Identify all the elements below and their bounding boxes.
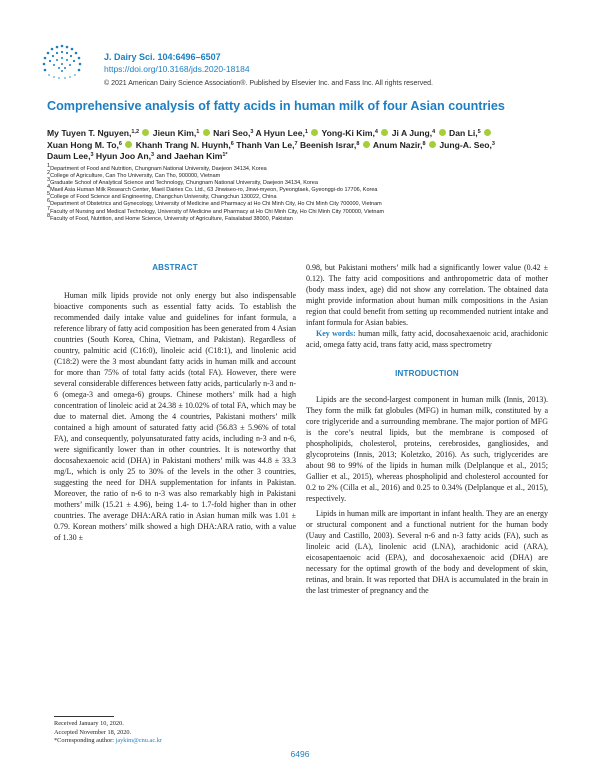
orcid-icon[interactable] (363, 141, 370, 148)
article-title: Comprehensive analysis of fatty acids in human milk of four Asian countries (47, 99, 505, 113)
footnote-divider (54, 716, 114, 717)
orcid-icon[interactable] (381, 129, 388, 136)
orcid-icon[interactable] (429, 141, 436, 148)
orcid-icon[interactable] (203, 129, 210, 136)
keywords-text: human milk, fatty acid, docosahexaenoic acid, arachidonic acid, omega fatty acid, trans fatty acid, mass spectrometry (306, 329, 549, 349)
author: Jieun Kim,$^1$ (152, 128, 200, 138)
author: Beenish Israr,$^8$ (299, 139, 360, 150)
affiliation: $^5$College of Food Science and Engineering, Changchun University, Changchun 130022, China (47, 191, 277, 201)
orcid-icon[interactable] (439, 129, 446, 136)
author: Anum Nazir,$^8$ (372, 139, 426, 150)
author: Nari Seo,$^3$ (213, 128, 254, 138)
page-number: 6496 (290, 749, 310, 759)
affiliation: $^6$Department of Obstetrics and Gynecology, University of Medicine and Pharmacy at Ho Chi Minh City, Ho Chi Minh City 700000, Vietnam (47, 198, 382, 208)
keywords-label: Key words: (316, 329, 356, 338)
author: Daum Lee,$^3$ (47, 151, 94, 162)
accepted-date: Accepted November 18, 2020. (54, 728, 132, 736)
orcid-icon[interactable] (125, 141, 132, 148)
author: Yong-Ki Kim,$^4$ (321, 128, 378, 138)
left-column (54, 262, 296, 543)
affiliation: $^1$Department of Food and Nutrition, Chungnam National University, Daejeon 34134, Korea (47, 163, 267, 172)
journal-citation: J. Dairy Sci. 104:6496–6507 (104, 52, 221, 62)
abstract-continued: 0.98, but Pakistani mothers’ milk had a significantly lower value (0.42 ± 0.12). The fatty acid compositions and anthropometric data of mother (body mass index, age) did not show any correlation. The obtained data might provide information about human milk compositions in the Asian region that could benefit from setting up recommended nutrient intake and infant formula for Asian babies. (306, 263, 548, 327)
intro-paragraph-2: Lipids in human milk are important in infant health. They are an energy or structural component and a functional nutrient for the human body (Uauy and Castillo, 2003). Several n-6 and n-3 fatty acids (FA), such as linoleic acid (LA), linolenic acid (LNA), arachidonic acid (ARA), eicosapentaenoic acid (EPA), and docosahexaenoic acid (DHA) are necessary for the optimal growth of the body and development of skin, retinas, and brain. It was reported that DHA is accumulated in the brain in the last trimester of pregnancy and the (306, 509, 548, 595)
author-list (47, 128, 567, 163)
author: Ji A Jung,$^4$ (391, 128, 436, 138)
affiliation: $^3$Graduate School of Analytical Science and Technology, Chungnam National University, Daejeon 34134, Korea (47, 177, 318, 187)
abstract-heading: ABSTRACT (152, 263, 198, 272)
author-email-link[interactable]: jaykim@cnu.ac.kr (115, 737, 162, 744)
received-date: Received January 10, 2020. (54, 720, 124, 727)
introduction-heading: INTRODUCTION (395, 369, 459, 378)
author: My Tuyen T. Nguyen,$^{1,2}$ (47, 128, 140, 138)
journal-logo-icon (36, 40, 88, 84)
doi-link[interactable]: https://doi.org/10.3168/jds.2020-18184 (104, 64, 250, 74)
affiliation: $^2$College of Agriculture, Can Tho University, Can Tho, 900000, Vietnam (47, 170, 221, 180)
orcid-icon[interactable] (142, 129, 149, 136)
copyright-line: © 2021 American Dairy Science Association®. Published by Elsevier Inc. and Fass Inc. All rights reserved. (104, 80, 433, 87)
author: Hyun Joo An,$^3$ (95, 151, 155, 162)
author: Dan Li,$^5$ (448, 128, 481, 138)
author: Xuan Hong M. To,$^6$ (47, 139, 122, 150)
intro-paragraph-1: Lipids are the second-largest component in human milk (Innis, 2013). They form the milk fat globules (MFG) in human milk, constituted by a core triglyceride and a surrounding membrane. The major portion of MFG is the core’s neutral lipids, but the membrane is composed of phospholipids, cholesterol, proteins, cerebrosides, gangliosides, and glycoproteins (Innis, 2013; Koletzko, 2016). As such, triglycerides are about 98 to 99% of the lipids in human milk (Delplanque et al., 2015; Gallier et al., 2015), whereas phospholipid and cholesterol accounted for 0.2 to 2% (Cilla et al., 2016) and 0.25 to 0.34% (Delplanque et al., 2015), respectively. (306, 395, 548, 503)
affiliation: $^8$Faculty of Food, Nutrition, and Home Science, University of Agriculture, Faisalabad 38000, Pakistan (47, 212, 293, 222)
abstract-body: Human milk lipids provide not only energy but also indispensable bioactive components such as essential fatty acids. To establish the recommended daily intake value and guidelines for infant formula, a reference library of fatty acid composition has been generated from 4 Asian countries (South Korea, China, Vietnam, and Pakistan). Regardless of country, palmitic acid (C16:0), linoleic acid (C18:1), and linolenic acid (C18:2) were the 3 most abundant fatty acids in human milk and account for more than 75% of total fatty acids (total FA). However, there were several considerable differences between fatty acids, particularly n-3 and n-6 (omega-3 and omega-6) groups. Chinese mothers’ milk had a high concentration of linoleic acid at 24.38 ± 10.02% of total FA, which may be due to maternal diet. Among the 4 countries, Pakistani mothers’ milk contained a high amount of saturated fatty acid (56.83 ± 5.96% of total FA), and consequently, polyunsaturated fatty acids, including n-3 and n-6, were significantly lower than in other countries. It is noteworthy that docosahexaenoic acid (DHA) in Pakistani mothers’ milk was 44.8 ± 33.3 mg/L, which is only 25 to 30% of the levels in the other 3 countries, suggesting the need for DHA supplementation for infants in Pakistan. Moreover, the ratio of n-6 to n-3 was also remarkably high in Pakistani mothers’ milk (15.21 ± 4.96), being 1.4- to 1.7-fold higher than in other countries. The average DHA:ARA ratio in Asian human milk was 1.01 ± 0.79. Korean mothers’ milk showed a high DHA:ARA ratio, with a value of 1.30 ± (54, 291, 296, 542)
keywords (306, 328, 548, 350)
footnotes (54, 720, 162, 746)
author: A Hyun Lee,$^1$ (255, 128, 308, 138)
affiliation: $^4$Maeil Asia Human Milk Research Center, Maeil Dairies Co. Ltd., 63 Jinwiseo-ro, Jinwi-myeon, Pyeongtaek, Gyeonggi-do 17706, Korea (47, 184, 378, 194)
affiliation: $^7$Faculty of Nursing and Medical Technology, University of Medicine and Pharmacy at Ho Chi Minh City, Ho Chi Minh City 700000, Vietnam (47, 205, 385, 215)
orcid-icon[interactable] (311, 129, 318, 136)
author: Thanh Van Le,$^7$ (236, 139, 298, 150)
corresponding-author: *Corresponding author: jaykim@cnu.ac.kr (54, 737, 162, 744)
right-column (306, 262, 548, 596)
affiliation-list (47, 163, 567, 223)
author: Jung-A. Seo,$^3$ (439, 139, 495, 150)
author: and Jaehan Kim$^{1*}$ (156, 151, 228, 162)
author: Khanh Trang N. Huynh,$^6$ (135, 139, 234, 150)
journal-header (104, 52, 433, 89)
orcid-icon[interactable] (484, 129, 491, 136)
